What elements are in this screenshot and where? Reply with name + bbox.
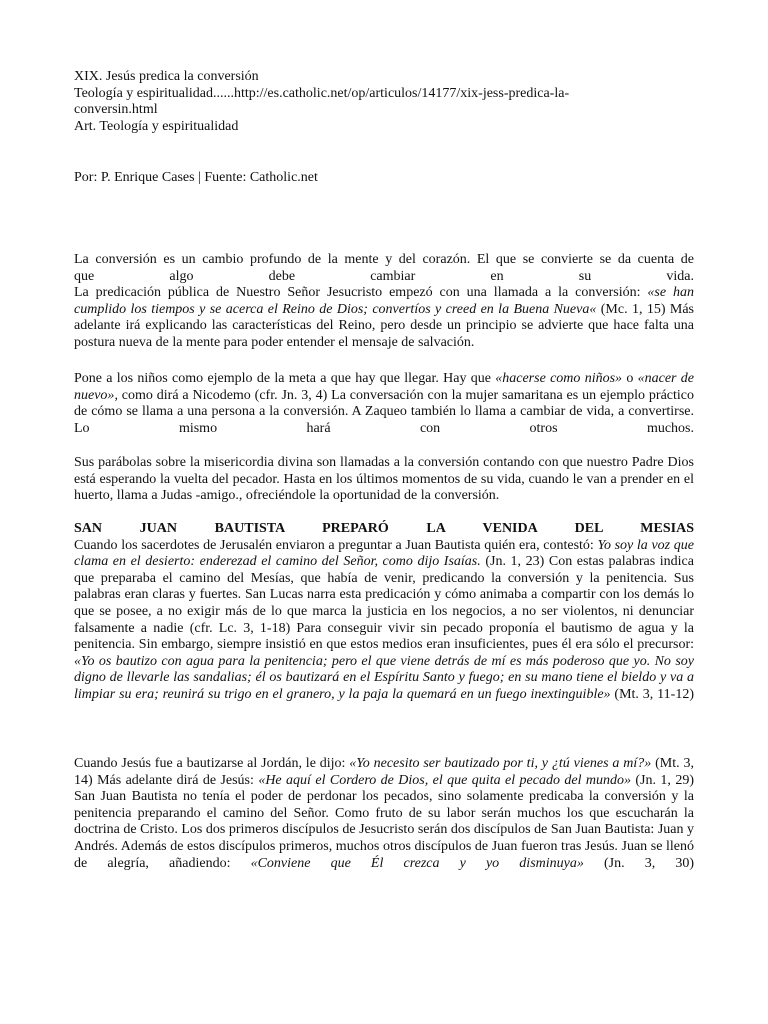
paragraph-2: Pone a los niños como ejemplo de la meta a que hay que llegar. Hay que «hacerse como niños» o «nacer de nuevo», como dirá a Nicodemo (cfr. Jn. 3, 4) La conversación con la mujer samaritana es un ejemplo práctico de cómo se llama a una persona a la conversión. A Zaqueo también lo llama a cambiar de vida, a convertirse. Lo mismo hará con otros muchos. (74, 371, 695, 436)
paragraph-4: SAN JUAN BAUTISTA PREPARÓ LA VENIDA DEL MESIAS Cuando los sacerdotes de Jerusalén enviaron a preguntar a Juan Bautista quién era, contestó: Yo soy la voz que clama en el desierto: enderezad el camino del Señor, como dijo Isaías. (Jn. 1, 23) Con estas palabras indica que preparaba el camino del Mesías, que había de venir, predicando la conversión y la penitencia. Sus palabras eran claras y fuertes. San Lucas narra esta predicación y cómo animaba a compartir con los demás lo que se posee, a no exigir más de lo que marca la justicia en los negocios, a no ser violentos, ni denunciar falsamente a nadie (cfr. Lc. 3, 1-18) Para conseguir vivir sin pecado proponía el bautismo de agua y la penitencia. Sin embargo, siempre insistió en que estos medios eran insuficientes, pues él era sólo el precursor: «Yo os bautizo con agua para la penitencia; pero el que viene detrás de mí es más poderoso que yo. No soy digno de llevarle las sandalias; él os bautizará en el Espíritu Santo y fuego; en su mano tiene el bieldo y va a limpiar su era; reunirá su trigo en el granero, y la paja la quemará en un fuego inextinguible» (Mt. 3, 11-12) (74, 521, 694, 702)
paragraph-5: Cuando Jesús fue a bautizarse al Jordán, le dijo: «Yo necesito ser bautizado por ti, y ¿tú vienes a mí?» (Mt. 3, 14) Más adelante dirá de Jesús: «He aquí el Cordero de Dios, el que quita el pecado del mundo» (Jn. 1, 29) San Juan Bautista no tenía el poder de perdonar los pecados, sino solamente predicaba la conversión y la penitencia preparando el camino del Señor. Como fruto de su labor serán muchos los que escucharán la doctrina de Cristo. Los dos primeros discípulos de Jesucristo serán dos discípulos de San Juan Bautista: Juan y Andrés. Además de estos discípulos primeros, muchos otros discípulos de Juan fueron tras Jesús. Juan se llenó de alegría, añadiendo: «Conviene que Él crezca y yo disminuya» (Jn. 3, 30) (74, 756, 694, 871)
section-heading: SAN JUAN BAUTISTA PREPARÓ LA VENIDA DEL MESIAS (74, 521, 694, 536)
quote: «Yo os bautizo con agua para la penitencia; pero el que viene detrás de mí es más poderoso que yo. No soy digno de llevarle las sandalias; él os bautizará en el Espíritu Santo y fuego; en su mano tiene el bieldo y va a limpiar su era; reunirá su trigo en el granero, y la paja la quemará en un fuego inextinguible» (74, 653, 694, 702)
source-line: Teología y espiritualidad......http://es.catholic.net/op/articulos/14177/xix-jess-predica-la-conversin.html (74, 85, 570, 118)
document-title: XIX. Jesús predica la conversión (74, 69, 259, 84)
quote: «Yo necesito ser bautizado por ti, y ¿tú vienes a mí?» (349, 756, 652, 771)
document-header (74, 69, 694, 135)
quote: «nacer de nuevo» (74, 371, 695, 403)
quote: «se han cumplido los tiempos y se acerca el Reino de Dios; convertíos y creed en la Buena Nueva« (74, 285, 694, 317)
paragraph-1 (74, 252, 694, 352)
quote: «He aquí el Cordero de Dios, el que quita el pecado del mundo» (258, 772, 631, 788)
paragraph-3: Sus parábolas sobre la misericordia divina son llamadas a la conversión contando con que nuestro Padre Dios está esperando la vuelta del pecador. Hasta en los últimos momentos de su vida, cuando le van a prender en el huerto, llama a Judas -amigo., ofreciéndole la oportunidad de la conversión. (74, 455, 694, 504)
byline: Por: P. Enrique Cases | Fuente: Catholic.net (74, 170, 318, 185)
quote: «Conviene que Él crezca y yo disminuya» (250, 855, 584, 871)
section-label: Art. Teología y espiritualidad (74, 118, 239, 134)
paragraph-1-line-1: La conversión es un cambio profundo de la mente y del corazón. El que se convierte se da cuenta de (74, 252, 694, 267)
paragraph-1-body: La predicación pública de Nuestro Señor Jesucristo empezó con una llamada a la conversión: «se han cumplido los tiempos y se acerca el Reino de Dios; convertíos y creed en la Buena Nueva« (Mc. 1, 15) Más adelante irá explicando las características del Reino, pero desde un principio se advierte que hace falta una postura nueva de la mente para poder entender el mensaje de salvación. (74, 285, 694, 350)
paragraph-1-line-2: que algo debe cambiar en su vida. (74, 268, 694, 284)
quote: Yo soy la voz que clama en el desierto: enderezad el camino del Señor, como dijo Isaías. (74, 537, 694, 570)
quote: «hacerse como niños» (495, 371, 623, 386)
